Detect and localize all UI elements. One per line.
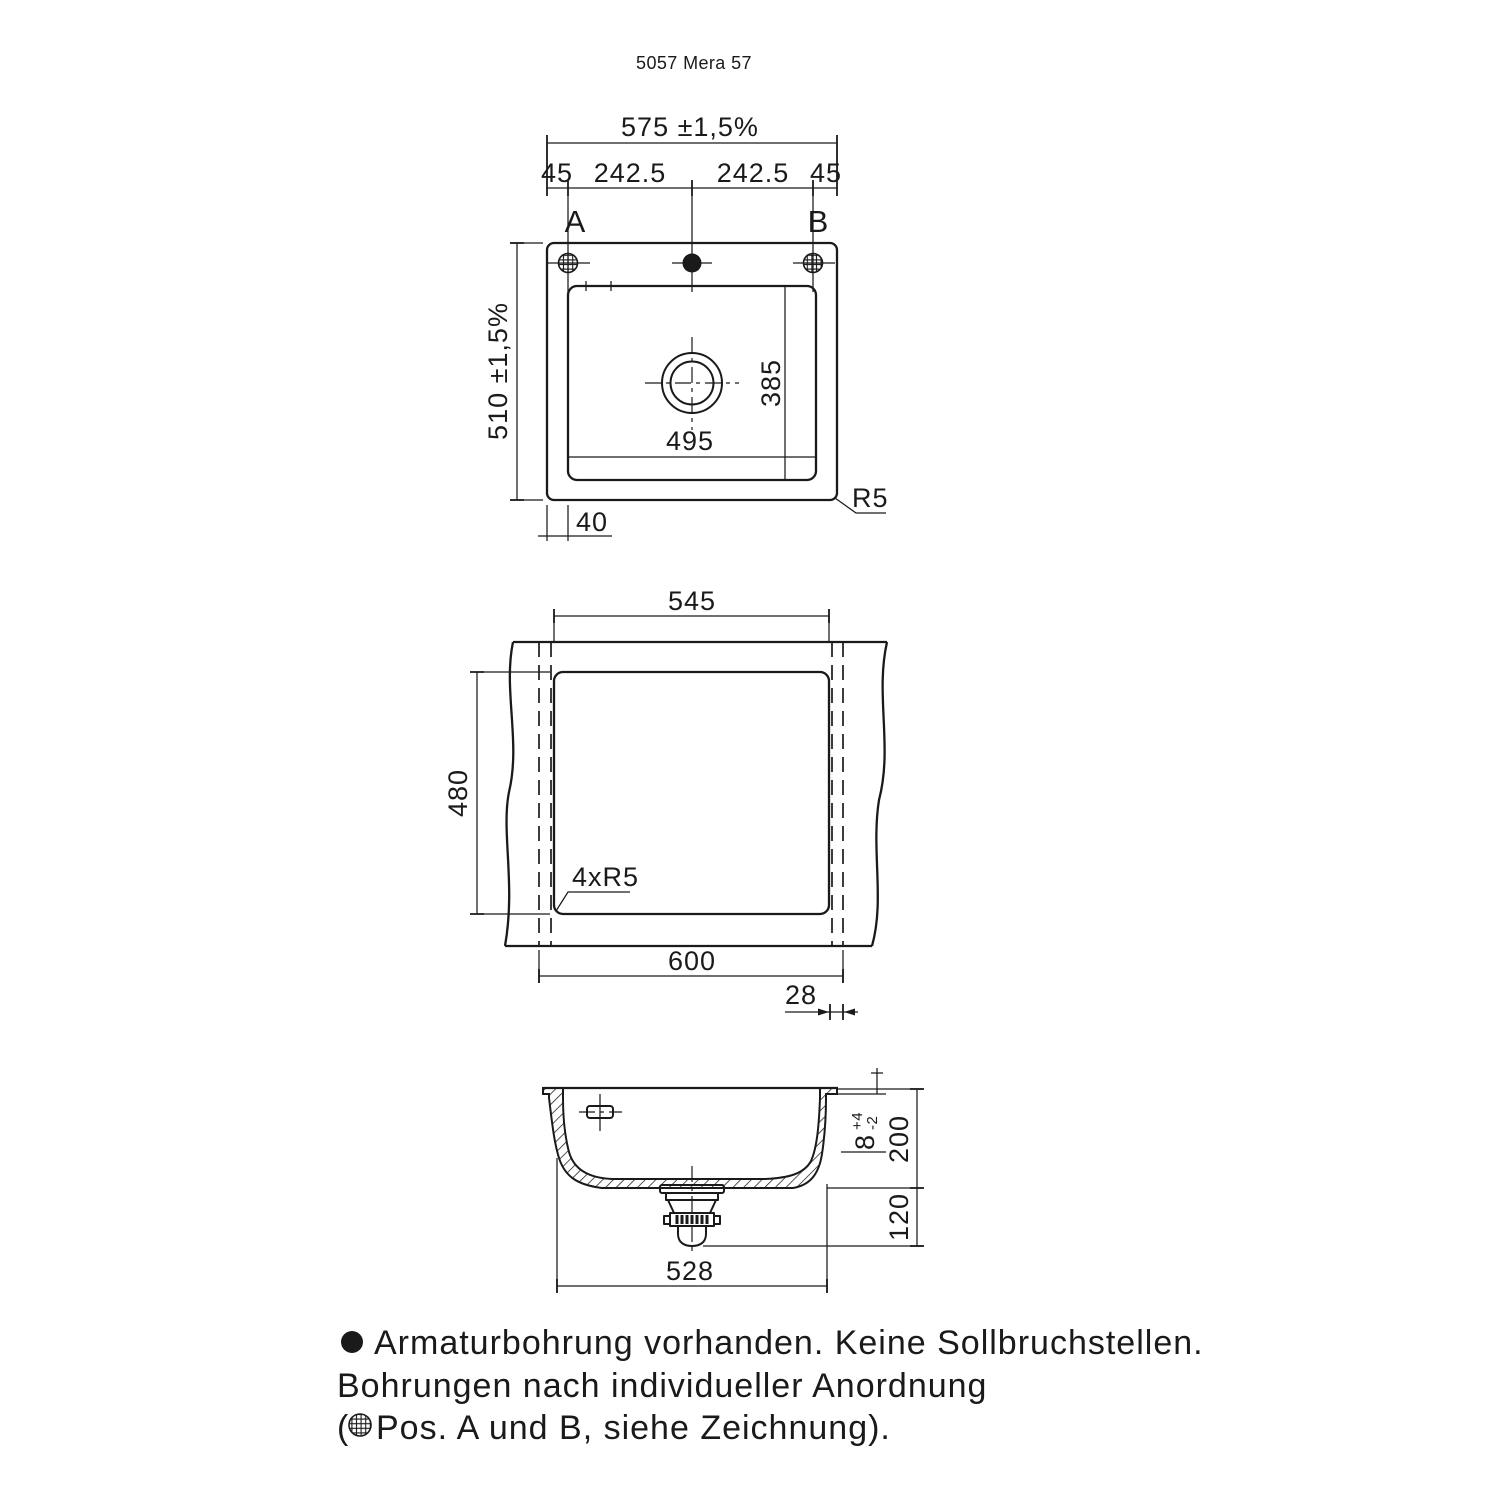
- dim-bowl-length: 495: [665, 426, 715, 456]
- dim-drain-clearance: 120: [884, 1192, 914, 1242]
- bowl-wall-section: [543, 1088, 837, 1188]
- dim-bowl-depth: 200: [884, 1114, 914, 1164]
- hole-label-a: A: [564, 204, 586, 239]
- drawing-title: 5057 Mera 57: [636, 53, 752, 73]
- note-line-3-open: (: [337, 1409, 350, 1447]
- plan-view: [483, 112, 889, 541]
- dim-bowl-width: 385: [756, 358, 786, 408]
- rim-height-dim: [838, 1068, 886, 1152]
- height-dim-lines: [510, 243, 543, 500]
- dim-segment-45-right: 45: [809, 158, 843, 188]
- filled-hole-icon: [341, 1331, 363, 1353]
- dim-segment-45-left: 45: [540, 158, 574, 188]
- plan-dimension-lines: [547, 135, 837, 196]
- cutout-width-lines: [554, 616, 829, 641]
- note-line-2: Bohrungen nach individueller Anordnung: [337, 1367, 988, 1405]
- dim-height-total: 510 ±1,5%: [483, 302, 513, 440]
- drain-plan: [645, 337, 739, 430]
- section-view: [543, 1068, 924, 1293]
- tap-hole-center-filled: [683, 254, 702, 273]
- hole-label-b: B: [807, 204, 829, 239]
- tap-hole-b-hatched: [804, 254, 823, 273]
- faucet-hole-section: [579, 1094, 622, 1131]
- dim-cutout-depth: 480: [443, 768, 473, 818]
- dim-rim-tol-plus: +4: [849, 1111, 866, 1130]
- cutout-view: [443, 586, 887, 1020]
- note-line-1: Armaturbohrung vorhanden. Keine Sollbruchstellen.: [374, 1324, 1204, 1362]
- notes-block: [337, 1324, 1204, 1447]
- tap-hole-a-hatched: [559, 254, 578, 273]
- dim-rim-height: 8: [850, 1133, 880, 1150]
- label-cutout-radius: 4xR5: [572, 862, 640, 892]
- label-corner-radius: R5: [852, 483, 889, 513]
- dim-segment-242-right: 242.5: [716, 158, 790, 188]
- dim-side-gap: 28: [784, 980, 818, 1010]
- cutout-radius-leader: [556, 892, 630, 911]
- dim-cutout-width: 545: [667, 586, 717, 616]
- cabinet-side-lines: [539, 642, 843, 946]
- dim-segment-242-left: 242.5: [593, 158, 667, 188]
- hatched-hole-icon: [349, 1414, 371, 1436]
- dim-rim-tol-minus: -2: [864, 1115, 881, 1130]
- svg-text:8 +4 -2: [849, 1107, 881, 1150]
- dim-edge-offset: 40: [575, 507, 609, 537]
- dim-cabinet-width: 600: [667, 946, 717, 976]
- dim-bottom-width: 528: [665, 1256, 715, 1286]
- dim-width-total: 575 ±1,5%: [621, 112, 759, 142]
- note-line-3: Pos. A und B, siehe Zeichnung).: [376, 1409, 891, 1447]
